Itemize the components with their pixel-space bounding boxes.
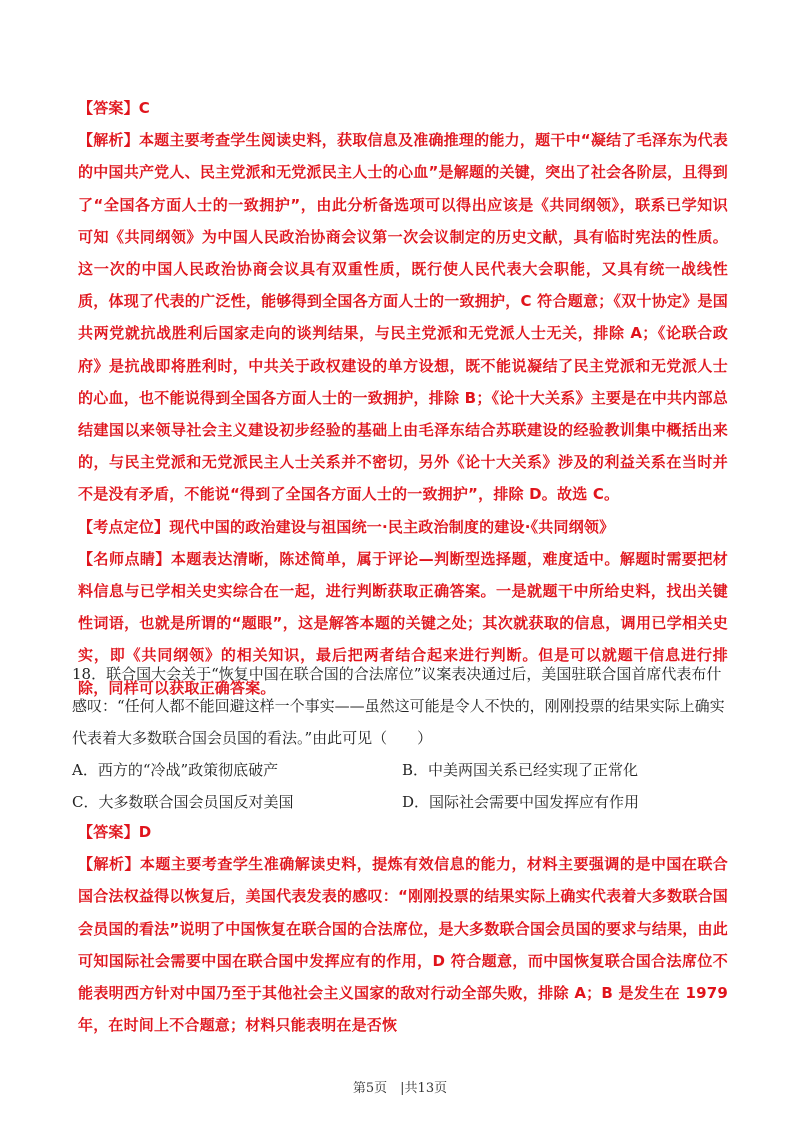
- question-stem: 18．联合国大会关于“恢复中国在联合国的合法席位”议案表决通过后，美国驻联合国首席代表布什感叹：“任何人都不能回避这样一个事实——虽然这可能是令人不快的，刚刚投票的结果实际上确实代表着大多数联合国会员国的看法。”由此可见（ ）: [72, 665, 725, 747]
- analysis-paragraph: 【解析】本题主要考查学生阅读史料，获取信息及准确推理的能力，题干中“凝结了毛泽东为代表的中国共产党人、民主党派和无党派民主人士的心血”是解题的关键，突出了社会各阶层，且得到了“全国各方面人士的一致拥护”，由此分析备选项可以得出应该是《共同纲领》，联系已学知识可知《共同纲领》为中国人民政治协商会议第一次会议制定的历史文献，具有临时宪法的性质。这一次的中国人民政治协商会议具有双重性质，既行使人民代表大会职能，又具有统一战线性质，体现了代表的广泛性，能够得到全国各方面人士的一致拥护，C 符合题意；《双十协定》是国共两党就抗战胜利后国家走向的谈判结果，与民主党派和无党派人士无关，排除 A；《论联合政府》是抗战即将胜利时，中共关于政权建设的单方设想，既不能说凝结了民主党派和无党派人士的心血，也不能说得到全国各方面人士的一致拥护，排除 B；《论十大关系》主要是在中共内部总结建国以来领导社会主义建设初步经验的基础上由毛泽东结合苏联建设的经验教训集中概括出来的，与民主党派和无党派民主人士关系并不密切，另外《论十大关系》涉及的利益关系在当时并不是没有矛盾，不能说“得到了全国各方面人士的一致拥护”，排除 D。故选 C。: [78, 131, 728, 504]
- mingshi-paragraph: 【名师点睛】本题表达清晰，陈述简单，属于评论—判断型选择题，难度适中。解题时需要把材料信息与已学相关史实综合在一起，进行判断获取正确答案。一是就题干中所给史料，找出关键性词语，也就是所谓的“题眼”，这是解答本题的关键之处；其次就获取的信息，调用已学相关史实，即《共同纲领》的相关知识，最后把两者结合起来进行判断。但是可以就题干信息进行排除，同样可以获取正确答案。: [78, 549, 728, 697]
- option-c: C．大多数联合国会员国反对美国: [72, 793, 294, 811]
- answer-label: 【答案】C: [78, 99, 151, 117]
- analysis-paragraph: 【解析】本题主要考查学生准确解读史料，提炼有效信息的能力，材料主要强调的是中国在联合国合法权益得以恢复后，美国代表发表的感叹：“刚刚投票的结果实际上确实代表着大多数联合国会员国的看法”说明了中国恢复在联合国的合法席位，是大多数联合国会员国的要求与结果，由此可知国际社会需要中国在联合国中发挥应有的作用，D 符合题意，而中国恢复联合国合法席位不能表明西方针对中国乃至于其他社会主义国家的敌对行动全部失败，排除 A；B 是发生在 1979 年，在时间上不合题意；材料只能表明在是否恢: [78, 855, 728, 1035]
- answer-analysis-q17: [78, 92, 728, 704]
- answer-analysis-q18: [78, 816, 728, 1041]
- option-a: A．西方的“冷战”政策彻底破产: [72, 761, 279, 779]
- page-footer: 第5页 |共13页: [352, 1081, 448, 1096]
- answer-label: 【答案】D: [78, 823, 152, 841]
- question-18: [72, 658, 732, 818]
- kaodian-paragraph: 【考点定位】现代中国的政治建设与祖国统一·民主政治制度的建设·《共同纲领》: [78, 517, 615, 536]
- option-b: B．中美两国关系已经实现了正常化: [402, 761, 639, 779]
- options-grid: [72, 754, 732, 818]
- option-d: D．国际社会需要中国发挥应有作用: [402, 793, 640, 811]
